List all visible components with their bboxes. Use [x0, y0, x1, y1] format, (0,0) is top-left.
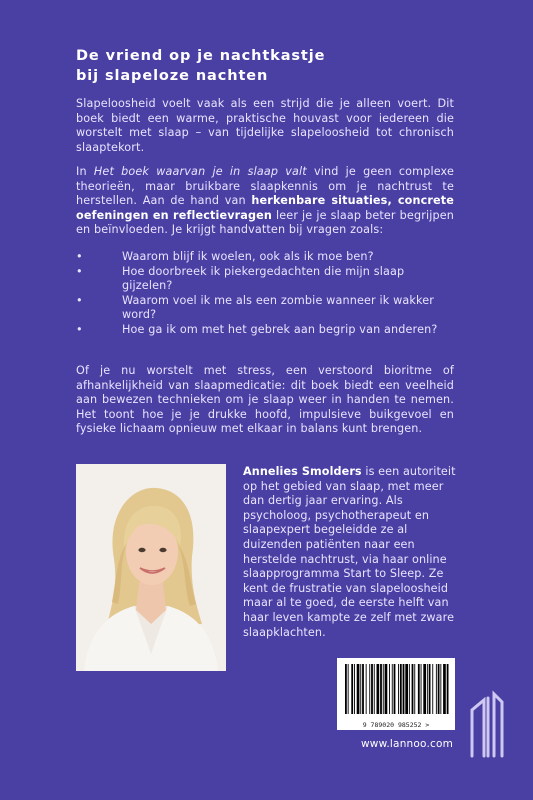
bullet-icon: • — [76, 293, 83, 307]
author-name: Annelies Smolders — [243, 465, 362, 478]
headline-line-2: bij slapeloze nachten — [76, 68, 269, 84]
desc-text-bold: herkenbare situaties, concrete oefeningen en reflectievragen — [76, 194, 455, 222]
cover-headline — [76, 46, 476, 86]
bullet-icon: • — [76, 264, 83, 278]
list-item-text: Hoe ga ik om met het gebrek aan begrip van anderen? — [122, 322, 438, 336]
author-photo — [76, 464, 226, 671]
publisher-url: www.lannoo.com — [361, 738, 454, 750]
book-description-paragraph — [76, 165, 454, 238]
list-item — [76, 294, 454, 323]
list-item — [76, 323, 454, 338]
question-list — [76, 250, 454, 338]
list-item-text: Waarom voel ik me als een zombie wanneer ik wakker word? — [122, 293, 435, 322]
author-bio — [243, 465, 458, 640]
list-item-text: Waarom blijf ik woelen, ook als ik moe ben? — [122, 250, 374, 263]
barcode-bars — [337, 658, 455, 720]
desc-text-post: leer je je slaap beter begrijpen en beïnvloeden. Je krijgt handvatten bij vragen zoals: — [76, 208, 454, 237]
author-portrait-illustration — [76, 464, 226, 671]
list-item — [76, 265, 454, 294]
list-item-text: Hoe doorbreek ik piekergedachten die mijn slaap gijzelen? — [122, 264, 405, 293]
isbn-barcode — [337, 658, 455, 730]
author-bio-text: is een autoriteit op het gebied van slaap, met meer dan dertig jaar ervaring. Als psycholoog, psychotherapeut en slaapexpert begeleidde ze al duizenden patiënten naar een herstelde nachtrust, via haar online slaapprogramma Start to Sleep. Ze kent de frustratie van slapeloosheid maar al te goed, de eerste helft van haar leven kampte ze zelf met zware slaapklachten. — [243, 465, 456, 639]
intro-paragraph: Slapeloosheid voelt vaak als een strijd die je alleen voert. Dit boek biedt een warme, praktische houvast voor iedereen die worstelt met slaap – van tijdelijke slapeloosheid tot chronisch slaaptekort. — [76, 97, 454, 154]
book-title-inline: Het boek waarvan je in slaap valt — [93, 165, 307, 178]
desc-text-mid: vind je geen complexe theorieën, maar bruikbare slaapkennis om je nachtrust te herstellen. Aan de hand van — [76, 165, 455, 208]
headline-line-1: De vriend op je nachtkastje — [76, 48, 326, 64]
list-item — [76, 250, 454, 265]
publisher-logo-icon — [466, 690, 506, 760]
bullet-icon: • — [76, 322, 83, 336]
barcode-number: 9 789020 985252 > — [362, 721, 430, 729]
desc-text-pre: In — [76, 165, 94, 178]
techniques-paragraph: Of je nu worstelt met stress, een verstoord bioritme of afhankelijkheid van slaapmedicatie: dit boek biedt een veelheid aan bewezen technieken om je slaap weer in handen te nemen. Het toont hoe je je drukke hoofd, impulsieve buikgevoel en fysieke lichaam opnieuw met elkaar in balans kunt brengen. — [76, 364, 454, 436]
bullet-icon: • — [76, 250, 83, 263]
